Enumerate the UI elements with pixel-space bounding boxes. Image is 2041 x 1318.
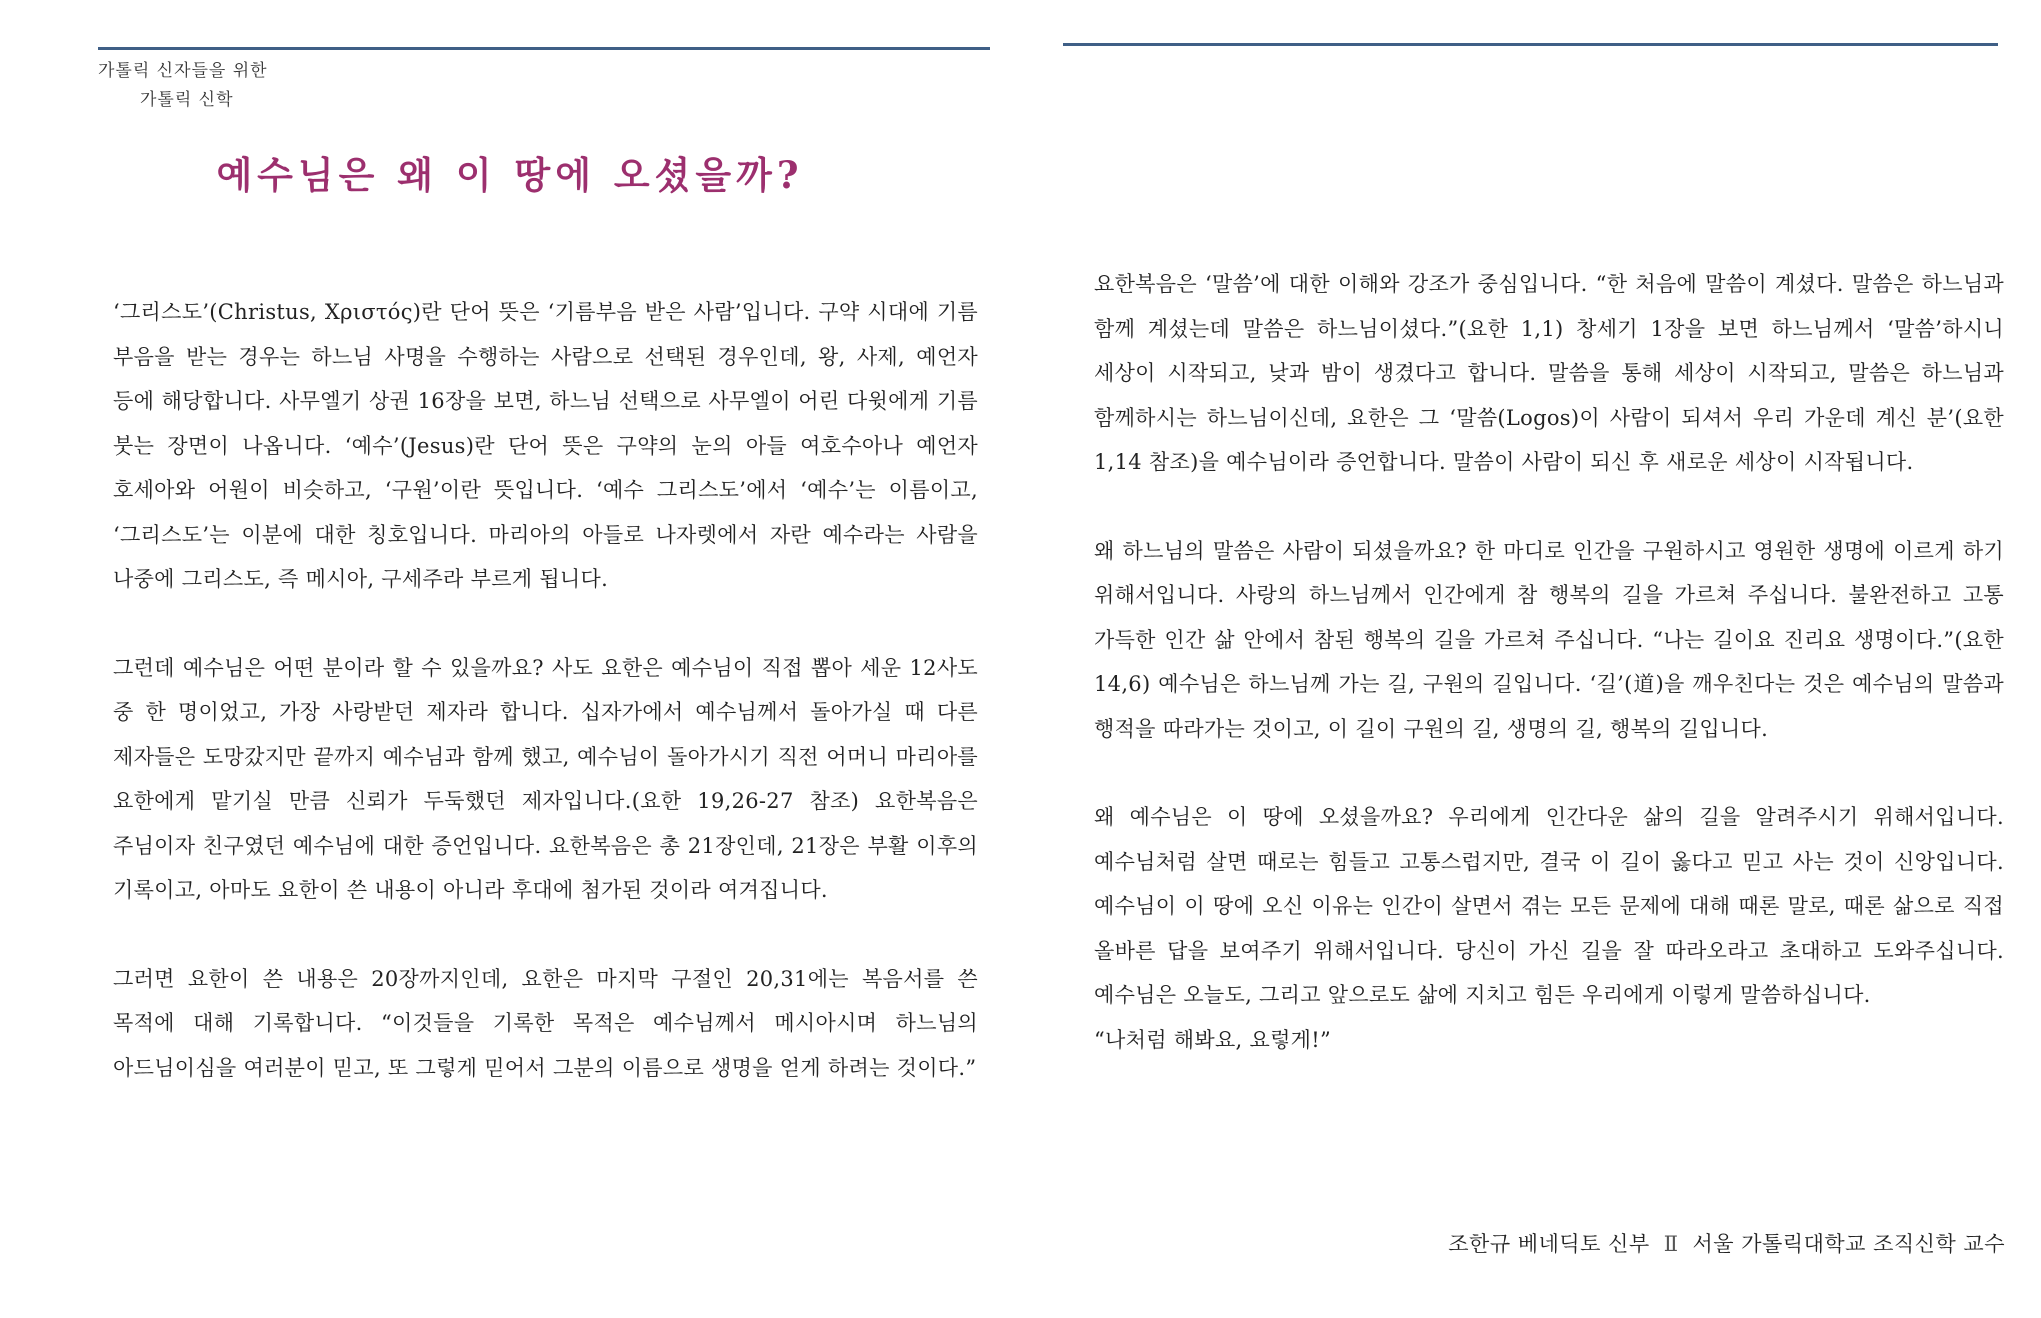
left-page (0, 0, 1020, 1318)
top-rule-right (1063, 43, 1998, 46)
right-paragraph-3: 왜 예수님은 이 땅에 오셨을까요? 우리에게 인간다운 삶의 길을 알려주시기 위해서입니다. 예수님처럼 살면 때로는 힘들고 고통스럽지만, 결국 이 길이 옳다고 믿고 사는 것이 신앙입니다. 예수님이 이 땅에 오신 이유는 인간이 살면서 겪는 모든 문제에 대해 때론 말로, 때론 삶으로 직접 올바른 답을 보여주기 위해서입니다. 당신이 가신 길을 잘 따라오라고 초대하고 도와주십니다. 예수님은 오늘도, 그리고 앞으로도 삶에 지치고 힘든 우리에게 이렇게 말씀하십니다. (1094, 805, 2004, 1007)
right-paragraph-1: 요한복음은 ‘말씀’에 대한 이해와 강조가 중심입니다. “한 처음에 말씀이 계셨다. 말씀은 하느님과 함께 계셨는데 말씀은 하느님이셨다.”(요한 1,1) 창세기 1장을 보면 하느님께서 ‘말씀’하시니 세상이 시작되고, 낮과 밤이 생겼다고 합니다. 말씀을 통해 세상이 시작되고, 말씀은 하느님과 함께하시는 하느님이신데, 요한은 그 ‘말씀(Logos)이 사람이 되셔서 우리 가운데 계신 분’(요한 1,14 참조)을 예수님이라 증언합니다. 말씀이 사람이 되신 후 새로운 세상이 시작됩니다. (1094, 272, 2004, 474)
left-paragraph-1: ‘그리스도’(Christus, Χριστός)란 단어 뜻은 ‘기름부음 받은 사람’입니다. 구약 시대에 기름 부음을 받는 경우는 하느님 사명을 수행하는 사람으로 선택된 경우인데, 왕, 사제, 예언자 등에 해당합니다. 사무엘기 상권 16장을 보면, 하느님 선택으로 사무엘이 어린 다윗에게 기름 붓는 장면이 나옵니다. ‘예수’(Jesus)란 단어 뜻은 구약의 눈의 아들 여호수아나 예언자 호세아와 어원이 비슷하고, ‘구원’이란 뜻입니다. ‘예수 그리스도’에서 ‘예수’는 이름이고, ‘그리스도’는 이분에 대한 칭호입니다. 마리아의 아들로 나자렛에서 자란 예수라는 사람을 나중에 그리스도, 즉 메시아, 구세주라 부르게 됩니다. (113, 300, 978, 591)
left-paragraph-3: 그러면 요한이 쓴 내용은 20장까지인데, 요한은 마지막 구절인 20,31에는 복음서를 쓴 목적에 대해 기록합니다. “이것들을 기록한 목적은 예수님께서 메시아시며 하느님의 아드님이심을 여러분이 믿고, 또 그렇게 믿어서 그분의 이름으로 생명을 얻게 하려는 것이다.” (113, 966, 978, 1080)
top-rule-left (98, 47, 990, 50)
author-affiliation: 서울 가톨릭대학교 조직신학 교수 (1692, 1232, 2005, 1256)
series-header-line1: 가톨릭 신자들을 위한 (98, 61, 268, 81)
author-byline (1448, 1228, 2005, 1258)
byline-separator: Ⅱ (1663, 1232, 1679, 1256)
author-name: 조한규 베네딕토 신부 (1448, 1232, 1650, 1256)
closing-quote: “나처럼 해봐요, 요렇게!” (1094, 1027, 1332, 1052)
right-page (1020, 0, 2041, 1318)
right-column (1094, 262, 2004, 1062)
right-paragraph-2: 왜 하느님의 말씀은 사람이 되셨을까요? 한 마디로 인간을 구원하시고 영원한 생명에 이르게 하기 위해서입니다. 사랑의 하느님께서 인간에게 참 행복의 길을 가르쳐 주십니다. 불완전하고 고통 가득한 인간 삶 안에서 참된 행복의 길을 가르쳐 주십니다. “나는 길이요 진리요 생명이다.”(요한 14,6) 예수님은 하느님께 가는 길, 구원의 길입니다. ‘길’(道)을 깨우친다는 것은 예수님의 말씀과 행적을 따라가는 것이고, 이 길이 구원의 길, 생명의 길, 행복의 길입니다. (1094, 538, 2004, 741)
left-paragraph-2: 그런데 예수님은 어떤 분이라 할 수 있을까요? 사도 요한은 예수님이 직접 뽑아 세운 12사도 중 한 명이었고, 가장 사랑받던 제자라 합니다. 십자가에서 예수님께서 돌아가실 때 다른 제자들은 도망갔지만 끝까지 예수님과 함께 했고, 예수님이 돌아가시기 직전 어머니 마리아를 요한에게 맡기실 만큼 신뢰가 두둑했던 제자입니다.(요한 19,26-27 참조) 요한복음은 주님이자 친구였던 예수님에 대한 증언입니다. 요한복음은 총 21장인데, 21장은 부활 이후의 기록이고, 아마도 요한이 쓴 내용이 아니라 후대에 첨가된 것이라 여겨집니다. (113, 655, 978, 902)
article-title: 예수님은 왜 이 땅에 오셨을까? (216, 153, 804, 197)
series-header-line2: 가톨릭 신학 (140, 90, 234, 110)
left-column (113, 290, 978, 1090)
